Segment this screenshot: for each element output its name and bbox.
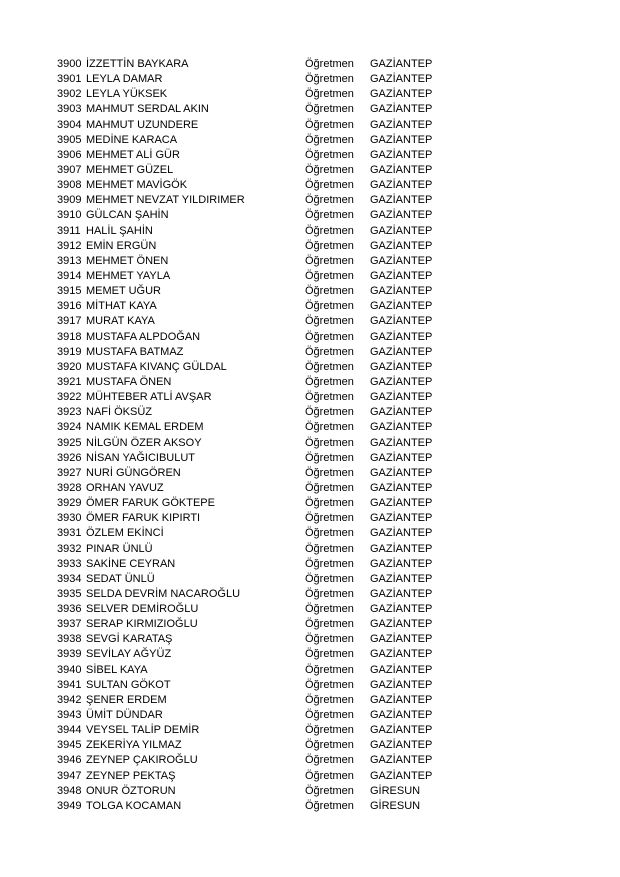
list-item — [57, 496, 477, 511]
row-id: 3941 — [57, 678, 82, 691]
row-id: 3942 — [57, 693, 82, 706]
row-name: NURİ GÜNGÖREN — [86, 466, 181, 479]
row-name: MEHMET NEVZAT YILDIRIMER — [86, 194, 245, 207]
row-city: GAZİANTEP — [370, 466, 433, 479]
list-item — [57, 330, 477, 345]
row-title: Öğretmen — [305, 799, 354, 812]
row-id: 3929 — [57, 497, 82, 510]
list-item — [57, 526, 477, 541]
row-title: Öğretmen — [305, 300, 354, 313]
row-city: GAZİANTEP — [370, 73, 433, 86]
row-city: GAZİANTEP — [370, 512, 433, 525]
row-city: GAZİANTEP — [370, 436, 433, 449]
list-item — [57, 163, 477, 178]
row-title: Öğretmen — [305, 693, 354, 706]
list-item — [57, 420, 477, 435]
row-title: Öğretmen — [305, 481, 354, 494]
row-name: ONUR ÖZTORUN — [86, 784, 176, 797]
list-item — [57, 542, 477, 557]
row-title: Öğretmen — [305, 678, 354, 691]
row-name: SERAP KIRMIZIOĞLU — [86, 618, 198, 631]
row-city: GAZİANTEP — [370, 88, 433, 101]
row-id: 3937 — [57, 618, 82, 631]
row-name: SAKİNE CEYRAN — [86, 557, 176, 570]
row-name: SELVER DEMİROĞLU — [86, 603, 199, 616]
list-item — [57, 254, 477, 269]
row-name: NİSAN YAĞICIBULUT — [86, 451, 196, 464]
row-city: GAZİANTEP — [370, 678, 433, 691]
row-title: Öğretmen — [305, 194, 354, 207]
row-city: GAZİANTEP — [370, 618, 433, 631]
list-item — [57, 587, 477, 602]
row-id: 3934 — [57, 572, 82, 585]
row-title: Öğretmen — [305, 269, 354, 282]
row-id: 3910 — [57, 209, 82, 222]
row-id: 3930 — [57, 512, 82, 525]
row-title: Öğretmen — [305, 603, 354, 616]
row-city: GAZİANTEP — [370, 375, 433, 388]
personnel-list — [57, 57, 477, 814]
row-title: Öğretmen — [305, 724, 354, 737]
row-name: SEVGİ KARATAŞ — [86, 633, 173, 646]
row-name: VEYSEL TALİP DEMİR — [86, 724, 200, 737]
row-title: Öğretmen — [305, 497, 354, 510]
row-id: 3945 — [57, 739, 82, 752]
row-city: GAZİANTEP — [370, 663, 433, 676]
row-title: Öğretmen — [305, 58, 354, 70]
row-id: 3903 — [57, 103, 82, 116]
row-id: 3921 — [57, 375, 82, 388]
row-city: GAZİANTEP — [370, 421, 433, 434]
row-name: MİTHAT KAYA — [86, 300, 157, 313]
list-item — [57, 224, 477, 239]
row-city: GAZİANTEP — [370, 603, 433, 616]
row-name: MEHMET MAVİGÖK — [86, 179, 188, 192]
row-name: MEMET UĞUR — [86, 285, 161, 298]
row-id: 3907 — [57, 163, 82, 176]
row-name: ÖMER FARUK KIPIRTI — [86, 512, 201, 525]
row-id: 3931 — [57, 527, 82, 540]
row-name: MUSTAFA KIVANÇ GÜLDAL — [86, 360, 227, 373]
row-name: İZZETTİN BAYKARA — [86, 58, 189, 70]
list-item — [57, 466, 477, 481]
row-city: GAZİANTEP — [370, 58, 433, 70]
row-title: Öğretmen — [305, 739, 354, 752]
list-item — [57, 617, 477, 632]
row-city: GAZİANTEP — [370, 330, 433, 343]
list-item — [57, 451, 477, 466]
row-id: 3906 — [57, 148, 82, 161]
list-item — [57, 602, 477, 617]
row-name: ZEKERİYA YILMAZ — [86, 739, 182, 752]
row-id: 3909 — [57, 194, 82, 207]
row-name: ŞENER ERDEM — [86, 693, 167, 706]
list-item — [57, 572, 477, 587]
row-id: 3926 — [57, 451, 82, 464]
row-title: Öğretmen — [305, 406, 354, 419]
row-id: 3918 — [57, 330, 82, 343]
row-city: GAZİANTEP — [370, 391, 433, 404]
row-name: NAMIK KEMAL ERDEM — [86, 421, 204, 434]
list-item — [57, 390, 477, 405]
row-title: Öğretmen — [305, 391, 354, 404]
row-id: 3944 — [57, 724, 82, 737]
row-id: 3948 — [57, 784, 82, 797]
row-title: Öğretmen — [305, 375, 354, 388]
list-item — [57, 693, 477, 708]
row-id: 3905 — [57, 133, 82, 146]
row-name: GÜLCAN ŞAHİN — [86, 209, 169, 222]
row-title: Öğretmen — [305, 73, 354, 86]
list-item — [57, 375, 477, 390]
row-name: MEHMET GÜZEL — [86, 163, 174, 176]
row-name: ORHAN YAVUZ — [86, 481, 164, 494]
list-item — [57, 678, 477, 693]
row-title: Öğretmen — [305, 239, 354, 252]
list-item — [57, 784, 477, 799]
row-city: GAZİANTEP — [370, 300, 433, 313]
row-city: GAZİANTEP — [370, 481, 433, 494]
row-city: GAZİANTEP — [370, 345, 433, 358]
row-id: 3901 — [57, 73, 82, 86]
row-title: Öğretmen — [305, 451, 354, 464]
row-title: Öğretmen — [305, 618, 354, 631]
row-id: 3924 — [57, 421, 82, 434]
row-name: ÖMER FARUK GÖKTEPE — [86, 497, 215, 510]
row-id: 3935 — [57, 587, 82, 600]
row-city: GAZİANTEP — [370, 709, 433, 722]
list-item — [57, 314, 477, 329]
list-item — [57, 72, 477, 87]
row-title: Öğretmen — [305, 557, 354, 570]
row-name: ÜMİT DÜNDAR — [86, 709, 163, 722]
row-id: 3913 — [57, 254, 82, 267]
row-title: Öğretmen — [305, 224, 354, 237]
row-city: GAZİANTEP — [370, 572, 433, 585]
row-title: Öğretmen — [305, 330, 354, 343]
row-id: 3947 — [57, 769, 82, 782]
row-title: Öğretmen — [305, 254, 354, 267]
row-title: Öğretmen — [305, 345, 354, 358]
row-city: GAZİANTEP — [370, 103, 433, 116]
row-name: SİBEL KAYA — [86, 663, 148, 676]
list-item — [57, 133, 477, 148]
row-id: 3919 — [57, 345, 82, 358]
row-id: 3908 — [57, 179, 82, 192]
row-id: 3936 — [57, 603, 82, 616]
row-title: Öğretmen — [305, 103, 354, 116]
list-item — [57, 799, 477, 814]
list-item — [57, 632, 477, 647]
row-city: GİRESUN — [370, 784, 421, 797]
row-id: 3922 — [57, 391, 82, 404]
row-id: 3928 — [57, 481, 82, 494]
row-city: GAZİANTEP — [370, 254, 433, 267]
row-city: GAZİANTEP — [370, 224, 433, 237]
row-city: GAZİANTEP — [370, 285, 433, 298]
row-name: EMİN ERGÜN — [86, 239, 157, 252]
list-item — [57, 299, 477, 314]
row-name: MEHMET ÖNEN — [86, 254, 169, 267]
row-name: SEDAT ÜNLÜ — [86, 572, 155, 585]
row-name: MEHMET ALİ GÜR — [86, 148, 180, 161]
list-item — [57, 557, 477, 572]
row-id: 3911 — [57, 224, 81, 237]
row-id: 3946 — [57, 754, 82, 767]
row-title: Öğretmen — [305, 633, 354, 646]
row-city: GAZİANTEP — [370, 497, 433, 510]
row-title: Öğretmen — [305, 133, 354, 146]
row-city: GAZİANTEP — [370, 194, 433, 207]
row-id: 3912 — [57, 239, 82, 252]
list-item — [57, 193, 477, 208]
row-title: Öğretmen — [305, 360, 354, 373]
row-title: Öğretmen — [305, 754, 354, 767]
row-name: NAFİ ÖKSÜZ — [86, 406, 153, 419]
row-id: 3932 — [57, 542, 82, 555]
row-title: Öğretmen — [305, 163, 354, 176]
list-item — [57, 178, 477, 193]
row-name: SULTAN GÖKOT — [86, 678, 171, 691]
row-id: 3900 — [57, 58, 82, 70]
row-title: Öğretmen — [305, 709, 354, 722]
row-city: GAZİANTEP — [370, 739, 433, 752]
row-city: GAZİANTEP — [370, 451, 433, 464]
row-title: Öğretmen — [305, 587, 354, 600]
list-item — [57, 436, 477, 451]
row-name: MEDİNE KARACA — [86, 133, 178, 146]
row-name: TOLGA KOCAMAN — [86, 799, 182, 812]
row-title: Öğretmen — [305, 527, 354, 540]
row-city: GAZİANTEP — [370, 315, 433, 328]
list-item — [57, 360, 477, 375]
row-id: 3914 — [57, 269, 82, 282]
row-title: Öğretmen — [305, 315, 354, 328]
row-id: 3938 — [57, 633, 82, 646]
list-item — [57, 148, 477, 163]
row-city: GAZİANTEP — [370, 527, 433, 540]
row-city: GAZİANTEP — [370, 360, 433, 373]
row-title: Öğretmen — [305, 209, 354, 222]
row-id: 3902 — [57, 88, 82, 101]
row-id: 3943 — [57, 709, 82, 722]
list-item — [57, 769, 477, 784]
row-id: 3939 — [57, 648, 82, 661]
row-name: ZEYNEP PEKTAŞ — [86, 769, 176, 782]
row-name: MURAT KAYA — [86, 315, 155, 328]
list-item — [57, 738, 477, 753]
row-city: GİRESUN — [370, 799, 421, 812]
row-title: Öğretmen — [305, 436, 354, 449]
row-city: GAZİANTEP — [370, 633, 433, 646]
row-id: 3933 — [57, 557, 82, 570]
row-title: Öğretmen — [305, 421, 354, 434]
row-name: ÖZLEM EKİNCİ — [86, 527, 164, 540]
row-name: NİLGÜN ÖZER AKSOY — [86, 436, 202, 449]
row-title: Öğretmen — [305, 648, 354, 661]
row-city: GAZİANTEP — [370, 648, 433, 661]
list-item — [57, 269, 477, 284]
row-title: Öğretmen — [305, 118, 354, 131]
row-city: GAZİANTEP — [370, 587, 433, 600]
row-title: Öğretmen — [305, 542, 354, 555]
row-name: SEVİLAY AĞYÜZ — [86, 648, 172, 661]
row-city: GAZİANTEP — [370, 754, 433, 767]
list-item — [57, 208, 477, 223]
list-item — [57, 481, 477, 496]
row-id: 3915 — [57, 285, 82, 298]
row-title: Öğretmen — [305, 179, 354, 192]
row-id: 3927 — [57, 466, 82, 479]
row-city: GAZİANTEP — [370, 557, 433, 570]
row-title: Öğretmen — [305, 285, 354, 298]
row-city: GAZİANTEP — [370, 209, 433, 222]
row-city: GAZİANTEP — [370, 179, 433, 192]
list-item — [57, 57, 477, 72]
row-name: LEYLA YÜKSEK — [86, 88, 168, 101]
row-city: GAZİANTEP — [370, 542, 433, 555]
row-title: Öğretmen — [305, 512, 354, 525]
list-item — [57, 118, 477, 133]
row-id: 3920 — [57, 360, 82, 373]
row-city: GAZİANTEP — [370, 118, 433, 131]
row-title: Öğretmen — [305, 88, 354, 101]
row-id: 3925 — [57, 436, 82, 449]
row-city: GAZİANTEP — [370, 406, 433, 419]
list-item — [57, 708, 477, 723]
row-name: MUSTAFA BATMAZ — [86, 345, 184, 358]
row-name: MAHMUT UZUNDERE — [86, 118, 199, 131]
row-city: GAZİANTEP — [370, 724, 433, 737]
row-city: GAZİANTEP — [370, 693, 433, 706]
row-city: GAZİANTEP — [370, 133, 433, 146]
row-city: GAZİANTEP — [370, 163, 433, 176]
list-item — [57, 753, 477, 768]
list-item — [57, 345, 477, 360]
list-item — [57, 723, 477, 738]
row-city: GAZİANTEP — [370, 769, 433, 782]
row-city: GAZİANTEP — [370, 239, 433, 252]
row-title: Öğretmen — [305, 663, 354, 676]
list-item — [57, 102, 477, 117]
row-city: GAZİANTEP — [370, 148, 433, 161]
row-name: ZEYNEP ÇAKIROĞLU — [86, 754, 198, 767]
list-item — [57, 239, 477, 254]
row-name: MUSTAFA ÖNEN — [86, 375, 172, 388]
row-title: Öğretmen — [305, 784, 354, 797]
row-title: Öğretmen — [305, 148, 354, 161]
list-item — [57, 647, 477, 662]
row-id: 3923 — [57, 406, 82, 419]
list-item — [57, 511, 477, 526]
row-name: MEHMET YAYLA — [86, 269, 171, 282]
row-id: 3904 — [57, 118, 82, 131]
row-title: Öğretmen — [305, 466, 354, 479]
row-city: GAZİANTEP — [370, 269, 433, 282]
row-id: 3949 — [57, 799, 82, 812]
list-item — [57, 663, 477, 678]
row-name: PINAR ÜNLÜ — [86, 542, 153, 555]
row-id: 3917 — [57, 315, 82, 328]
row-name: HALİL ŞAHİN — [86, 224, 153, 237]
list-item — [57, 405, 477, 420]
row-title: Öğretmen — [305, 572, 354, 585]
row-name: MUSTAFA ALPDOĞAN — [86, 330, 201, 343]
row-name: LEYLA DAMAR — [86, 73, 163, 86]
row-id: 3940 — [57, 663, 82, 676]
row-name: SELDA DEVRİM NACAROĞLU — [86, 587, 241, 600]
list-item — [57, 87, 477, 102]
row-name: MÜHTEBER ATLİ AVŞAR — [86, 391, 212, 404]
row-name: MAHMUT SERDAL AKIN — [86, 103, 209, 116]
row-id: 3916 — [57, 300, 82, 313]
row-title: Öğretmen — [305, 769, 354, 782]
list-item — [57, 284, 477, 299]
